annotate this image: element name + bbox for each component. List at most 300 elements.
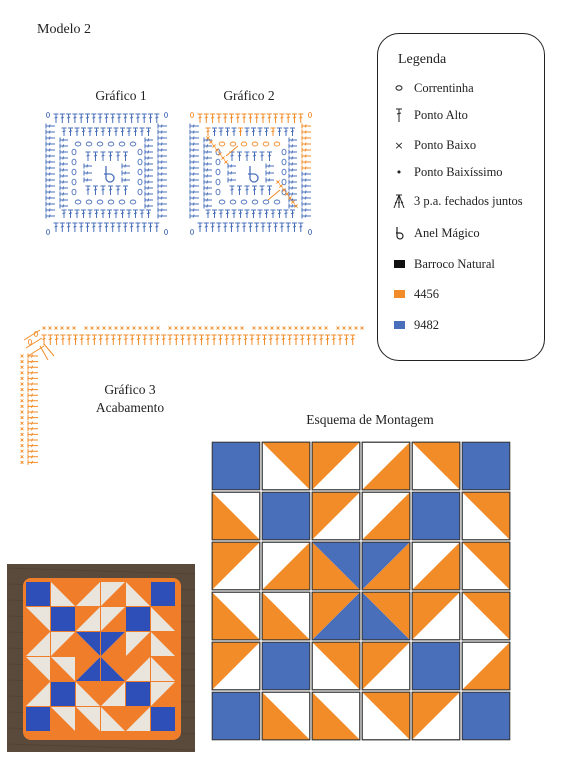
- single-crochet-symbol: [271, 327, 274, 330]
- single-crochet-symbol: [139, 327, 142, 330]
- legend-item-barroco: [392, 254, 495, 274]
- chain-symbol: [46, 230, 49, 235]
- double-crochet-symbol: [145, 192, 153, 197]
- double-crochet-symbol: [155, 335, 160, 345]
- legend-item-ponto-alto: [392, 105, 468, 125]
- double-crochet-symbol: [230, 186, 235, 195]
- double-crochet-symbol: [158, 172, 167, 177]
- cluster-icon: [392, 194, 406, 208]
- pillow-square: [151, 657, 175, 681]
- double-crochet-symbol: [129, 223, 134, 232]
- assembly-square: [262, 692, 310, 740]
- pillow-square: [101, 682, 125, 706]
- grafico-1-label: Gráfico 1: [95, 88, 147, 103]
- single-crochet-symbol: [276, 180, 279, 183]
- double-crochet-symbol: [28, 376, 38, 381]
- chain-symbol: [75, 200, 81, 204]
- single-crochet-symbol: [181, 327, 184, 330]
- crochet-chart-1: [44, 112, 170, 236]
- double-crochet-symbol: [88, 210, 93, 218]
- double-crochet-symbol: [68, 128, 73, 136]
- single-crochet-symbol: [91, 327, 94, 330]
- assembly-scheme-label: Esquema de Montagem: [306, 412, 434, 427]
- double-crochet-symbol: [154, 114, 159, 123]
- double-crochet-symbol: [281, 335, 286, 345]
- double-crochet-symbol: [46, 172, 55, 177]
- double-crochet-symbol: [216, 223, 221, 232]
- pillow-square: [151, 582, 175, 606]
- pillow-square: [26, 707, 50, 731]
- double-crochet-symbol: [210, 114, 215, 123]
- double-crochet-symbol: [204, 192, 212, 197]
- single-crochet-symbol: [21, 433, 24, 436]
- double-crochet-symbol: [140, 210, 145, 218]
- double-crochet-symbol: [231, 335, 236, 345]
- chain-symbol: [164, 230, 167, 235]
- double-crochet-symbol: [148, 114, 153, 123]
- double-crochet-symbol: [289, 168, 297, 173]
- double-crochet-symbol: [279, 114, 284, 123]
- assembly-square: [212, 642, 260, 690]
- single-crochet-symbol: [343, 327, 346, 330]
- double-crochet-symbol: [158, 178, 167, 183]
- double-crochet-symbol: [292, 223, 297, 232]
- double-crochet-symbol: [331, 335, 336, 345]
- chain-symbol: [72, 169, 76, 175]
- single-crochet-symbol: [151, 327, 154, 330]
- single-crochet-symbol: [103, 327, 106, 330]
- double-crochet-symbol: [190, 172, 199, 177]
- double-crochet-symbol: [140, 128, 145, 136]
- assembly-square: [462, 592, 510, 640]
- assembly-square: [412, 442, 460, 490]
- double-crochet-symbol: [230, 152, 235, 161]
- double-crochet-symbol: [302, 136, 311, 141]
- double-crochet-symbol: [84, 164, 92, 169]
- double-crochet-symbol: [277, 128, 282, 136]
- double-crochet-symbol: [120, 128, 125, 136]
- double-crochet-symbol: [60, 156, 68, 161]
- chain-symbol: [308, 230, 311, 235]
- double-crochet-symbol: [292, 114, 297, 123]
- double-crochet-symbol: [28, 370, 38, 375]
- color-swatch-blue: [394, 321, 405, 329]
- double-crochet-symbol: [237, 152, 242, 161]
- chain-symbol: [72, 159, 76, 165]
- double-crochet-symbol: [81, 210, 86, 218]
- grafico-2-label: Gráfico 2: [223, 88, 275, 103]
- double-crochet-symbol: [223, 223, 228, 232]
- double-crochet-symbol: [261, 223, 266, 232]
- assembly-square: [462, 692, 510, 740]
- double-crochet-symbol: [262, 335, 267, 345]
- double-crochet-symbol: [193, 335, 198, 345]
- chain-symbol: [241, 200, 247, 204]
- single-crochet-symbol: [301, 327, 304, 330]
- legend-box: [377, 33, 545, 361]
- double-crochet-symbol: [60, 150, 68, 155]
- single-crochet-symbol: [279, 184, 282, 187]
- single-crochet-symbol: [337, 327, 340, 330]
- pillow-square: [26, 607, 50, 631]
- single-crochet-symbol: [55, 327, 58, 330]
- double-crochet-symbol: [302, 208, 311, 213]
- double-crochet-symbol: [258, 128, 263, 136]
- double-crochet-symbol: [117, 335, 122, 345]
- double-crochet-symbol: [142, 335, 147, 345]
- pillow-square: [51, 582, 75, 606]
- double-crochet-symbol: [127, 210, 132, 218]
- pillow-square: [51, 657, 75, 681]
- double-crochet-symbol: [289, 180, 297, 185]
- chain-symbol: [252, 142, 258, 146]
- double-crochet-symbol: [108, 186, 113, 195]
- color-swatch-black: [394, 260, 405, 268]
- chain-symbol: [216, 169, 220, 175]
- double-crochet-symbol: [60, 162, 68, 167]
- pillow-square: [101, 707, 125, 731]
- chain-symbol: [108, 142, 114, 146]
- double-crochet-symbol: [229, 114, 234, 123]
- double-crochet-symbol: [251, 210, 256, 218]
- double-crochet-symbol: [212, 128, 217, 136]
- double-crochet-symbol: [206, 128, 211, 136]
- double-crochet-symbol: [133, 128, 138, 136]
- double-crochet-symbol: [237, 335, 242, 345]
- double-crochet-symbol: [46, 154, 55, 159]
- single-crochet-symbol: [224, 160, 227, 163]
- double-crochet-symbol: [98, 335, 103, 345]
- double-crochet-symbol: [237, 186, 242, 195]
- single-crochet-symbol: [21, 416, 24, 419]
- double-crochet-symbol: [302, 172, 311, 177]
- double-crochet-symbol: [60, 186, 68, 191]
- double-crochet-symbol: [60, 180, 68, 185]
- double-crochet-symbol: [298, 223, 303, 232]
- double-crochet-symbol: [28, 354, 38, 359]
- chain-symbol: [72, 179, 76, 185]
- magic-ring-symbol: [104, 166, 114, 182]
- assembly-square: [312, 692, 360, 740]
- double-crochet-symbol: [158, 130, 167, 135]
- single-crochet-symbol: [73, 327, 76, 330]
- single-crochet-symbol: [21, 461, 24, 464]
- double-crochet-symbol: [46, 190, 55, 195]
- pillow-square: [76, 707, 100, 731]
- double-crochet-symbol: [186, 335, 191, 345]
- chain-symbol: [282, 159, 286, 165]
- double-crochet-symbol: [123, 114, 128, 123]
- double-crochet-symbol: [302, 166, 311, 171]
- double-crochet-symbol: [86, 152, 91, 161]
- double-crochet-symbol: [199, 335, 204, 345]
- single-crochet-symbol: [265, 327, 268, 330]
- double-crochet-symbol: [198, 223, 203, 232]
- chain-symbol: [190, 113, 193, 118]
- double-crochet-symbol: [107, 210, 112, 218]
- double-crochet-symbol: [228, 164, 236, 169]
- double-crochet-symbol: [161, 335, 166, 345]
- single-crochet-symbol: [21, 455, 24, 458]
- double-crochet-symbol: [85, 114, 90, 123]
- double-crochet-symbol: [28, 454, 38, 459]
- double-crochet-symbol: [290, 128, 295, 136]
- single-crochet-symbol: [21, 427, 24, 430]
- double-crochet-symbol: [93, 152, 98, 161]
- double-crochet-symbol: [248, 223, 253, 232]
- double-crochet-symbol: [28, 404, 38, 409]
- pillow-square: [151, 682, 175, 706]
- double-crochet-symbol: [142, 223, 147, 232]
- double-crochet-symbol: [28, 443, 38, 448]
- magic-ring-symbol: [248, 166, 258, 182]
- chain-symbol: [216, 189, 220, 195]
- chain-symbol: [130, 200, 136, 204]
- double-crochet-symbol: [130, 335, 135, 345]
- double-crochet-symbol: [94, 128, 99, 136]
- double-crochet-symbol: [107, 128, 112, 136]
- single-crochet-symbol: [205, 327, 208, 330]
- double-crochet-symbol: [84, 178, 92, 183]
- double-crochet-symbol: [54, 114, 59, 123]
- pillow-square: [76, 582, 100, 606]
- double-crochet-symbol: [127, 128, 132, 136]
- chain-symbol: [282, 149, 286, 155]
- double-crochet-symbol: [273, 114, 278, 123]
- double-crochet-symbol: [60, 204, 68, 209]
- double-crochet-symbol: [271, 128, 276, 136]
- double-crochet-symbol: [122, 178, 130, 183]
- double-crochet-symbol: [28, 398, 38, 403]
- double-crochet-symbol: [48, 335, 53, 345]
- assembly-square: [412, 642, 460, 690]
- chain-symbol: [86, 142, 92, 146]
- double-crochet-symbol: [204, 162, 212, 167]
- double-crochet-symbol: [266, 164, 274, 169]
- double-crochet-symbol: [174, 335, 179, 345]
- double-crochet-symbol: [242, 223, 247, 232]
- double-crochet-symbol: [273, 223, 278, 232]
- double-crochet-symbol: [190, 214, 199, 219]
- double-crochet-symbol: [256, 335, 261, 345]
- double-crochet-symbol: [302, 148, 311, 153]
- double-crochet-symbol: [279, 223, 284, 232]
- assembly-square: [312, 592, 360, 640]
- double-crochet-symbol: [46, 208, 55, 213]
- double-crochet-symbol: [300, 335, 305, 345]
- chain-symbol: [46, 113, 49, 118]
- double-crochet-symbol: [266, 178, 274, 183]
- single-crochet-symbol: [21, 399, 24, 402]
- double-crochet-icon: [392, 108, 406, 122]
- double-crochet-symbol: [251, 128, 256, 136]
- single-crochet-symbol: [49, 327, 52, 330]
- double-crochet-symbol: [120, 210, 125, 218]
- double-crochet-symbol: [235, 114, 240, 123]
- double-crochet-symbol: [216, 114, 221, 123]
- chain-symbol: [97, 200, 103, 204]
- double-crochet-symbol: [289, 138, 297, 143]
- double-crochet-symbol: [75, 210, 80, 218]
- single-crochet-symbol: [193, 327, 196, 330]
- double-crochet-symbol: [94, 210, 99, 218]
- double-crochet-symbol: [302, 184, 311, 189]
- double-crochet-symbol: [319, 335, 324, 345]
- double-crochet-symbol: [101, 186, 106, 195]
- double-crochet-symbol: [46, 124, 55, 129]
- double-crochet-symbol: [145, 186, 153, 191]
- pillow-photo: [7, 564, 195, 752]
- double-crochet-symbol: [60, 192, 68, 197]
- single-crochet-symbol: [85, 327, 88, 330]
- double-crochet-symbol: [105, 335, 110, 345]
- double-crochet-symbol: [286, 223, 291, 232]
- double-crochet-symbol: [60, 174, 68, 179]
- pillow-square: [51, 682, 75, 706]
- double-crochet-symbol: [289, 174, 297, 179]
- double-crochet-symbol: [145, 180, 153, 185]
- assembly-square: [362, 542, 410, 590]
- double-crochet-symbol: [66, 223, 71, 232]
- pillow-square: [126, 682, 150, 706]
- chain-symbol: [72, 189, 76, 195]
- double-crochet-symbol: [46, 184, 55, 189]
- double-crochet-symbol: [60, 114, 65, 123]
- double-crochet-symbol: [267, 223, 272, 232]
- double-crochet-symbol: [111, 335, 116, 345]
- chain-symbol: [108, 200, 114, 204]
- assembly-square: [312, 442, 360, 490]
- double-crochet-symbol: [28, 426, 38, 431]
- double-crochet-symbol: [289, 150, 297, 155]
- double-crochet-symbol: [229, 223, 234, 232]
- double-crochet-symbol: [190, 184, 199, 189]
- double-crochet-symbol: [46, 196, 55, 201]
- single-crochet-symbol: [133, 327, 136, 330]
- chain-symbol: [138, 179, 142, 185]
- single-crochet-symbol: [283, 327, 286, 330]
- double-crochet-symbol: [101, 152, 106, 161]
- single-crochet-symbol: [209, 140, 212, 143]
- double-crochet-symbol: [72, 114, 77, 123]
- double-crochet-symbol: [232, 128, 237, 136]
- double-crochet-symbol: [28, 449, 38, 454]
- double-crochet-symbol: [289, 192, 297, 197]
- double-crochet-symbol: [28, 421, 38, 426]
- double-crochet-symbol: [190, 190, 199, 195]
- double-crochet-symbol: [104, 114, 109, 123]
- single-crochet-symbol: [325, 327, 328, 330]
- double-crochet-symbol: [46, 148, 55, 153]
- chain-symbol: [308, 113, 311, 118]
- single-crochet-symbol: [109, 327, 112, 330]
- pillow-square: [101, 632, 125, 656]
- double-crochet-symbol: [46, 214, 55, 219]
- double-crochet-symbol: [60, 168, 68, 173]
- single-crochet-symbol: [21, 439, 24, 442]
- double-crochet-symbol: [54, 223, 59, 232]
- double-crochet-symbol: [204, 180, 212, 185]
- double-crochet-symbol: [238, 210, 243, 218]
- double-crochet-symbol: [122, 164, 130, 169]
- single-crochet-symbol: [43, 327, 46, 330]
- legend-label: Correntinha: [414, 80, 474, 95]
- assembly-square: [212, 692, 260, 740]
- double-crochet-symbol: [338, 335, 343, 345]
- single-crochet-symbol: [21, 388, 24, 391]
- double-crochet-symbol: [154, 223, 159, 232]
- chain-symbol: [72, 149, 76, 155]
- chain-symbol: [216, 159, 220, 165]
- pillow-square: [76, 607, 100, 631]
- double-crochet-symbol: [149, 335, 154, 345]
- single-crochet-symbol: [259, 327, 262, 330]
- double-crochet-symbol: [210, 223, 215, 232]
- double-crochet-symbol: [264, 210, 269, 218]
- chain-symbol: [190, 230, 193, 235]
- double-crochet-symbol: [260, 152, 265, 161]
- single-crochet-symbol: [61, 327, 64, 330]
- double-crochet-symbol: [204, 156, 212, 161]
- double-crochet-symbol: [28, 387, 38, 392]
- pillow-square: [26, 657, 50, 681]
- double-crochet-symbol: [190, 166, 199, 171]
- single-crochet-symbol: [241, 327, 244, 330]
- double-crochet-symbol: [267, 114, 272, 123]
- chain-symbol: [138, 189, 142, 195]
- double-crochet-symbol: [204, 168, 212, 173]
- double-crochet-symbol: [243, 335, 248, 345]
- double-crochet-symbol: [190, 178, 199, 183]
- assembly-square: [262, 442, 310, 490]
- double-crochet-symbol: [72, 223, 77, 232]
- double-crochet-symbol: [245, 152, 250, 161]
- double-crochet-symbol: [46, 136, 55, 141]
- double-crochet-symbol: [123, 152, 128, 161]
- double-crochet-symbol: [28, 393, 38, 398]
- double-crochet-symbol: [104, 223, 109, 232]
- double-crochet-symbol: [190, 154, 199, 159]
- double-crochet-symbol: [180, 335, 185, 345]
- double-crochet-symbol: [190, 196, 199, 201]
- double-crochet-symbol: [117, 223, 122, 232]
- double-crochet-symbol: [235, 223, 240, 232]
- single-crochet-symbol: [349, 327, 352, 330]
- magic-ring-icon: [392, 226, 406, 240]
- slip-stitch-icon: •: [395, 165, 403, 179]
- double-crochet-symbol: [28, 382, 38, 387]
- double-crochet-symbol: [249, 335, 254, 345]
- chain-symbol: [138, 169, 142, 175]
- pillow-square: [76, 657, 100, 681]
- single-crochet-symbol: [21, 450, 24, 453]
- single-crochet-symbol: [217, 327, 220, 330]
- double-crochet-symbol: [204, 150, 212, 155]
- double-crochet-symbol: [114, 210, 119, 218]
- assembly-square: [362, 592, 410, 640]
- double-crochet-symbol: [98, 114, 103, 123]
- pillow-square: [76, 682, 100, 706]
- double-crochet-symbol: [136, 335, 141, 345]
- single-crochet-symbol: [97, 327, 100, 330]
- double-crochet-symbol: [142, 114, 147, 123]
- pillow-square: [101, 582, 125, 606]
- single-crochet-symbol: [21, 444, 24, 447]
- assembly-square: [212, 442, 260, 490]
- single-crochet-symbol: [175, 327, 178, 330]
- assembly-square: [362, 492, 410, 540]
- double-crochet-symbol: [224, 335, 229, 345]
